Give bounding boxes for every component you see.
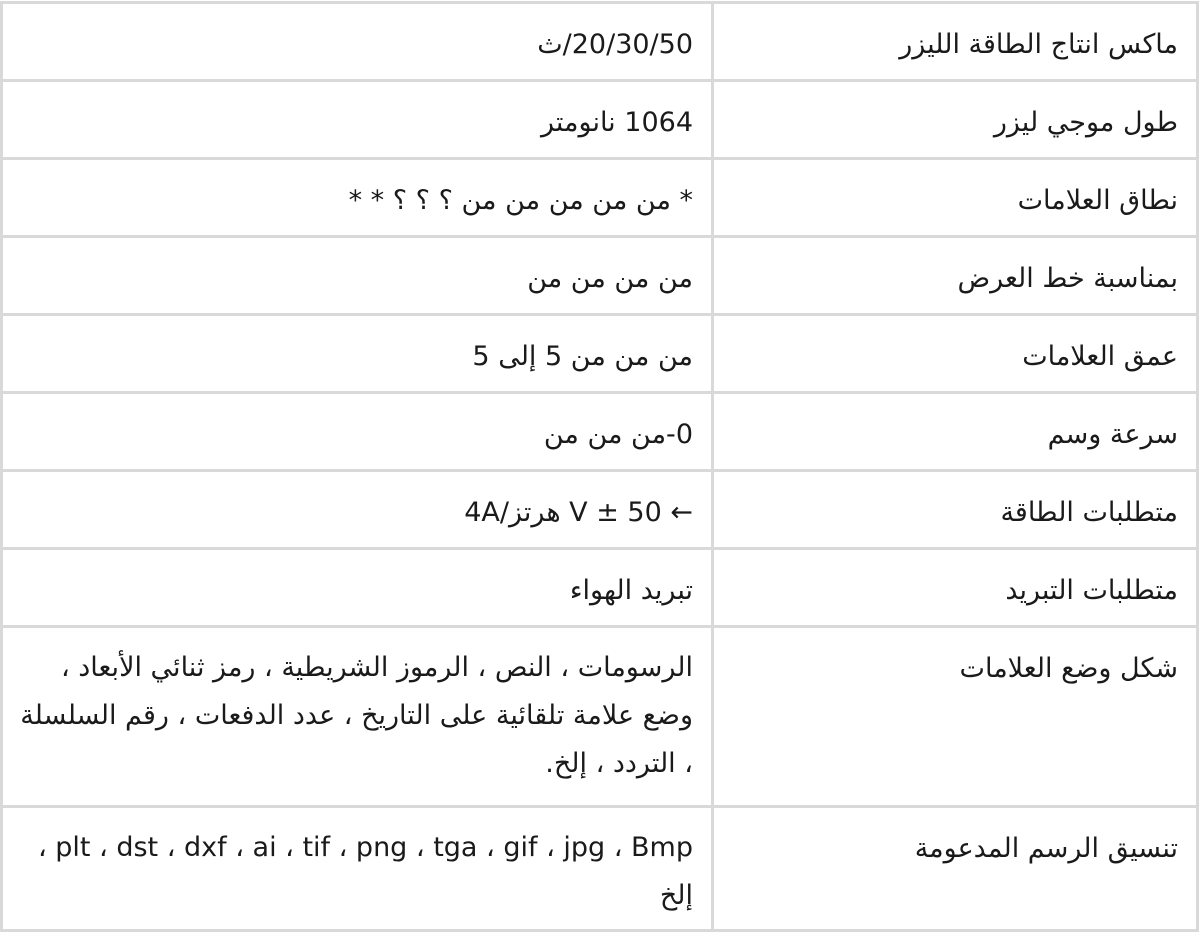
spec-label: بمناسبة خط العرض xyxy=(713,237,1198,315)
spec-label: سرعة وسم xyxy=(713,393,1198,471)
spec-label: نطاق العلامات xyxy=(713,159,1198,237)
spec-label: ماكس انتاج الطاقة الليزر xyxy=(713,3,1198,81)
table-row-marking-speed xyxy=(2,393,1198,471)
spec-label: عمق العلامات xyxy=(713,315,1198,393)
table-row-marking-range xyxy=(2,159,1198,237)
spec-value: 1064 نانومتر xyxy=(2,81,713,159)
table-row-wavelength xyxy=(2,81,1198,159)
spec-value: تبريد الهواء xyxy=(2,549,713,627)
spec-value: الرسومات ، النص ، الرموز الشريطية ، رمز ثنائي الأبعاد ، وضع علامة تلقائية على التاريخ ، عدد الدفعات ، رقم السلسلة ، التردد ، إلخ. xyxy=(2,627,713,807)
spec-value: * من من من من من ؟ ؟ ؟ * * xyxy=(2,159,713,237)
spec-label: تنسيق الرسم المدعومة xyxy=(713,807,1198,931)
specifications-table xyxy=(0,1,1199,932)
table-row-line-width xyxy=(2,237,1198,315)
spec-value: من من من من xyxy=(2,237,713,315)
spec-label: متطلبات الطاقة xyxy=(713,471,1198,549)
spec-value: من من من 5 إلى 5 xyxy=(2,315,713,393)
spec-value: 20/30/50/ث xyxy=(2,3,713,81)
spec-label: طول موجي ليزر xyxy=(713,81,1198,159)
table-row-cooling-requirements xyxy=(2,549,1198,627)
table-row-marking-format xyxy=(2,627,1198,807)
table-row-max-power xyxy=(2,3,1198,81)
table-row-marking-depth xyxy=(2,315,1198,393)
spec-label: شكل وضع العلامات xyxy=(713,627,1198,807)
spec-value: ← 50 ± V هرتز/4A xyxy=(2,471,713,549)
table-row-power-requirements xyxy=(2,471,1198,549)
table-row-supported-formats xyxy=(2,807,1198,931)
spec-value: 0-من من من xyxy=(2,393,713,471)
spec-label: متطلبات التبريد xyxy=(713,549,1198,627)
spec-value: plt ، dst ، dxf ، ai ، tif ، png ، tga ، gif ، jpg ، Bmp ، إلخ xyxy=(2,807,713,931)
